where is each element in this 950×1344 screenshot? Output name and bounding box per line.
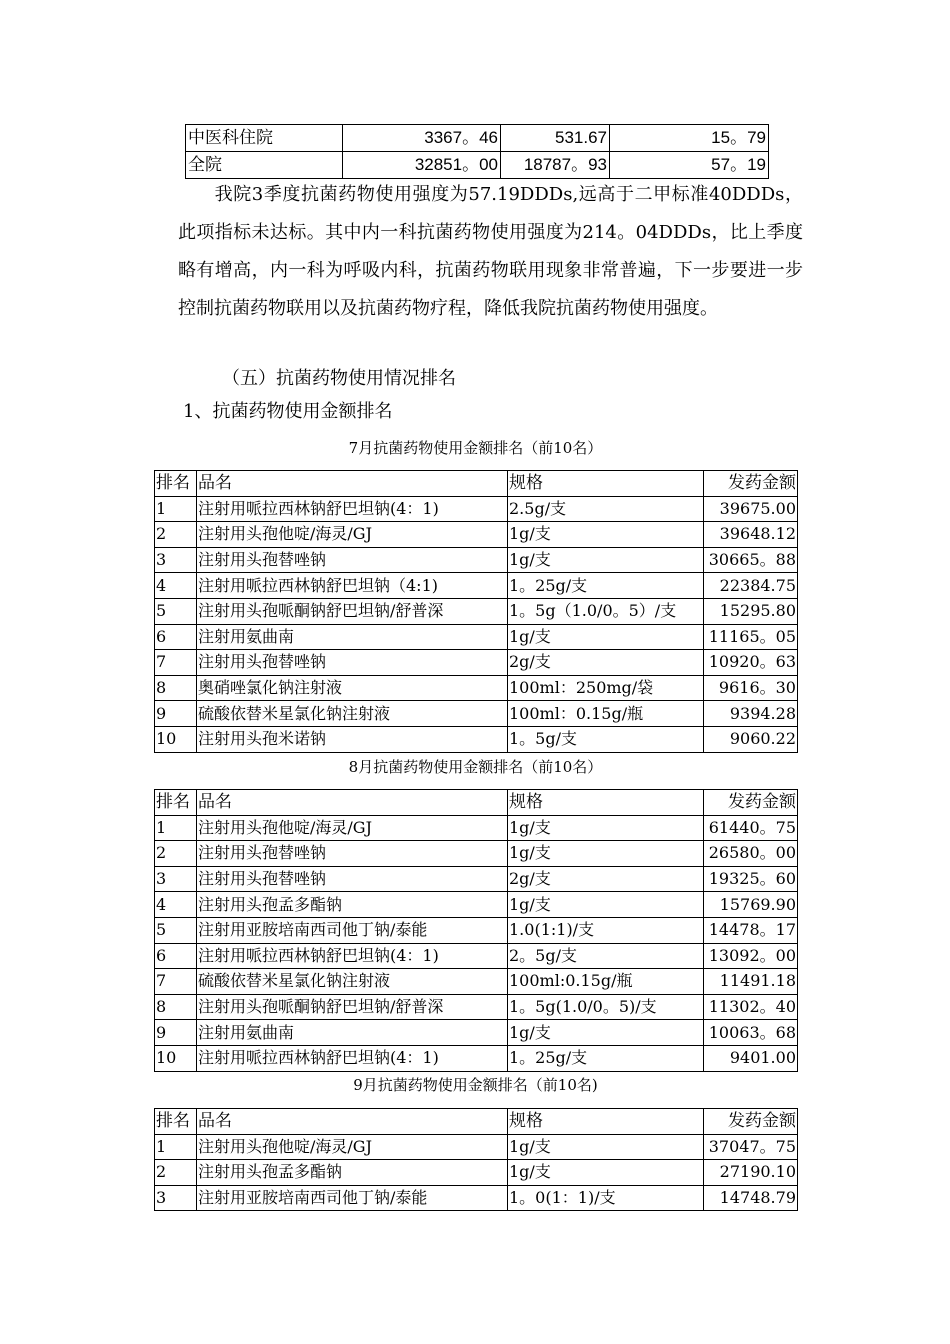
table-row: [155, 701, 798, 727]
rank-cell: 9: [155, 701, 197, 727]
drug-name-cell: 硫酸依替米星氯化钠注射液: [197, 969, 508, 995]
amount-cell: 14478。17: [704, 917, 798, 943]
amount-cell: 11491.18: [704, 969, 798, 995]
amount-cell: 9616。30: [704, 675, 798, 701]
rank-cell: 3: [155, 547, 197, 573]
amount-cell: 19325。60: [704, 866, 798, 892]
drug-name-cell: 注射用氨曲南: [197, 624, 508, 650]
table-row: [155, 624, 798, 650]
amount-cell: 11302。40: [704, 994, 798, 1020]
table-row: [155, 496, 798, 522]
amount-cell: 9060.22: [704, 726, 798, 752]
table-header-row: [155, 790, 798, 816]
amount-cell: 10920。63: [704, 650, 798, 676]
drug-name-cell: 注射用亚胺培南西司他丁钠/泰能: [197, 1185, 508, 1211]
table-row: [155, 969, 798, 995]
column-header: 排名: [155, 790, 197, 816]
rank-cell: 2: [155, 522, 197, 548]
ranking-table-july: [154, 470, 798, 753]
table-row: [155, 1020, 798, 1046]
spec-cell: 1。25g/支: [508, 573, 704, 599]
amount-cell: 14748.79: [704, 1185, 798, 1211]
value-cell: 3367。46: [343, 125, 501, 152]
spec-cell: 1。0(1：1)/支: [508, 1185, 704, 1211]
rank-cell: 1: [155, 1134, 197, 1160]
drug-name-cell: 奥硝唑氯化钠注射液: [197, 675, 508, 701]
subsection-heading: 1、抗菌药物使用金额排名: [183, 401, 393, 422]
rank-cell: 5: [155, 598, 197, 624]
amount-cell: 22384.75: [704, 573, 798, 599]
table-row: [155, 866, 798, 892]
spec-cell: 1g/支: [508, 624, 704, 650]
spec-cell: 2g/支: [508, 866, 704, 892]
table-row: [155, 573, 798, 599]
drug-name-cell: 注射用哌拉西林钠舒巴坦钠（4:1): [197, 573, 508, 599]
table-row: [155, 1185, 798, 1211]
table-caption-july: 7月抗菌药物使用金额排名（前10名）: [348, 439, 603, 457]
drug-name-cell: 注射用头孢替唑钠: [197, 841, 508, 867]
rank-cell: 3: [155, 1185, 197, 1211]
spec-cell: 2。5g/支: [508, 943, 704, 969]
rank-cell: 7: [155, 650, 197, 676]
section-heading: （五）抗菌药物使用情况排名: [222, 368, 456, 389]
table-row: [155, 1134, 798, 1160]
paragraph-text: 我院3季度抗菌药物使用强度为57.19DDDs,远高于二甲标准40DDDs，此项指标未达标。其中内一科抗菌药物使用强度为214。04DDDs，比上季度略有增高，内一科为呼吸内科，抗菌药物联用现象非常普遍，下一步要进一步控制抗菌药物联用以及抗菌药物疗程，降低我院抗菌药物使用强度。: [178, 184, 803, 319]
amount-cell: 15769.90: [704, 892, 798, 918]
amount-cell: 61440。75: [704, 815, 798, 841]
column-header: 规格: [508, 471, 704, 497]
amount-cell: 9401.00: [704, 1045, 798, 1071]
ranking-table-september: [154, 1108, 798, 1211]
value-cell: 32851。00: [343, 152, 501, 179]
value-cell: 57。19: [610, 152, 769, 179]
rank-cell: 7: [155, 969, 197, 995]
rank-cell: 4: [155, 573, 197, 599]
spec-cell: 1g/支: [508, 547, 704, 573]
spec-cell: 1g/支: [508, 1160, 704, 1186]
spec-cell: 1g/支: [508, 1020, 704, 1046]
amount-cell: 26580。00: [704, 841, 798, 867]
table-row: [155, 726, 798, 752]
intensity-row: [186, 125, 769, 152]
column-header: 规格: [508, 790, 704, 816]
amount-cell: 10063。68: [704, 1020, 798, 1046]
table-row: [155, 1045, 798, 1071]
drug-name-cell: 注射用头孢他啶/海灵/GJ: [197, 815, 508, 841]
rank-cell: 1: [155, 815, 197, 841]
amount-cell: 30665。88: [704, 547, 798, 573]
column-header: 发药金额: [704, 1109, 798, 1135]
rank-cell: 2: [155, 841, 197, 867]
rank-cell: 2: [155, 1160, 197, 1186]
table-row: [155, 547, 798, 573]
column-header: 品名: [197, 1109, 508, 1135]
drug-name-cell: 注射用哌拉西林钠舒巴坦钠(4：1): [197, 496, 508, 522]
table-row: [155, 1160, 798, 1186]
drug-name-cell: 注射用头孢替唑钠: [197, 866, 508, 892]
dept-cell: 全院: [186, 152, 343, 179]
spec-cell: 2.5g/支: [508, 496, 704, 522]
table-row: [155, 522, 798, 548]
rank-cell: 8: [155, 675, 197, 701]
column-header: 品名: [197, 790, 508, 816]
rank-cell: 5: [155, 917, 197, 943]
drug-name-cell: 注射用头孢哌酮钠舒巴坦钠/舒普深: [197, 994, 508, 1020]
spec-cell: 1。5g(1.0/0。5)/支: [508, 994, 704, 1020]
ranking-table-august: [154, 789, 798, 1072]
table-row: [155, 675, 798, 701]
drug-name-cell: 注射用头孢哌酮钠舒巴坦钠/舒普深: [197, 598, 508, 624]
amount-cell: 15295.80: [704, 598, 798, 624]
table-header-row: [155, 471, 798, 497]
drug-name-cell: 注射用头孢孟多酯钠: [197, 892, 508, 918]
amount-cell: 39675.00: [704, 496, 798, 522]
intensity-paragraph: [178, 176, 803, 328]
amount-cell: 37047。75: [704, 1134, 798, 1160]
table-row: [155, 841, 798, 867]
rank-cell: 10: [155, 726, 197, 752]
table-row: [155, 892, 798, 918]
drug-name-cell: 注射用哌拉西林钠舒巴坦钠(4：1): [197, 943, 508, 969]
drug-name-cell: 注射用头孢他啶/海灵/GJ: [197, 522, 508, 548]
column-header: 规格: [508, 1109, 704, 1135]
amount-cell: 27190.10: [704, 1160, 798, 1186]
drug-name-cell: 注射用氨曲南: [197, 1020, 508, 1046]
rank-cell: 6: [155, 624, 197, 650]
rank-cell: 1: [155, 496, 197, 522]
table-caption-august: 8月抗菌药物使用金额排名（前10名）: [348, 758, 603, 776]
rank-cell: 6: [155, 943, 197, 969]
amount-cell: 39648.12: [704, 522, 798, 548]
spec-cell: 1。5g/支: [508, 726, 704, 752]
spec-cell: 1。5g（1.0/0。5）/支: [508, 598, 704, 624]
table-row: [155, 598, 798, 624]
column-header: 品名: [197, 471, 508, 497]
rank-cell: 8: [155, 994, 197, 1020]
drug-name-cell: 注射用头孢替唑钠: [197, 547, 508, 573]
spec-cell: 1。25g/支: [508, 1045, 704, 1071]
spec-cell: 1g/支: [508, 522, 704, 548]
table-row: [155, 815, 798, 841]
spec-cell: 1.0(1:1)/支: [508, 917, 704, 943]
table-caption-september: 9月抗菌药物使用金额排名（前10名): [353, 1076, 598, 1094]
value-cell: 531.67: [501, 125, 610, 152]
drug-name-cell: 注射用哌拉西林钠舒巴坦钠(4：1): [197, 1045, 508, 1071]
drug-name-cell: 注射用头孢米诺钠: [197, 726, 508, 752]
column-header: 排名: [155, 471, 197, 497]
spec-cell: 1g/支: [508, 815, 704, 841]
spec-cell: 1g/支: [508, 892, 704, 918]
drug-name-cell: 硫酸依替米星氯化钠注射液: [197, 701, 508, 727]
amount-cell: 13092。00: [704, 943, 798, 969]
drug-name-cell: 注射用头孢替唑钠: [197, 650, 508, 676]
spec-cell: 1g/支: [508, 1134, 704, 1160]
spec-cell: 1g/支: [508, 841, 704, 867]
amount-cell: 9394.28: [704, 701, 798, 727]
column-header: 排名: [155, 1109, 197, 1135]
amount-cell: 11165。05: [704, 624, 798, 650]
rank-cell: 3: [155, 866, 197, 892]
drug-name-cell: 注射用亚胺培南西司他丁钠/泰能: [197, 917, 508, 943]
rank-cell: 4: [155, 892, 197, 918]
table-header-row: [155, 1109, 798, 1135]
spec-cell: 100ml：0.15g/瓶: [508, 701, 704, 727]
drug-name-cell: 注射用头孢他啶/海灵/GJ: [197, 1134, 508, 1160]
table-row: [155, 994, 798, 1020]
value-cell: 15。79: [610, 125, 769, 152]
column-header: 发药金额: [704, 471, 798, 497]
table-row: [155, 917, 798, 943]
column-header: 发药金额: [704, 790, 798, 816]
rank-cell: 9: [155, 1020, 197, 1046]
intensity-row: [186, 152, 769, 179]
rank-cell: 10: [155, 1045, 197, 1071]
table-row: [155, 943, 798, 969]
spec-cell: 100ml：250mg/袋: [508, 675, 704, 701]
intensity-table: [185, 124, 769, 179]
spec-cell: 100ml:0.15g/瓶: [508, 969, 704, 995]
drug-name-cell: 注射用头孢孟多酯钠: [197, 1160, 508, 1186]
table-row: [155, 650, 798, 676]
dept-cell: 中医科住院: [186, 125, 343, 152]
spec-cell: 2g/支: [508, 650, 704, 676]
value-cell: 18787。93: [501, 152, 610, 179]
